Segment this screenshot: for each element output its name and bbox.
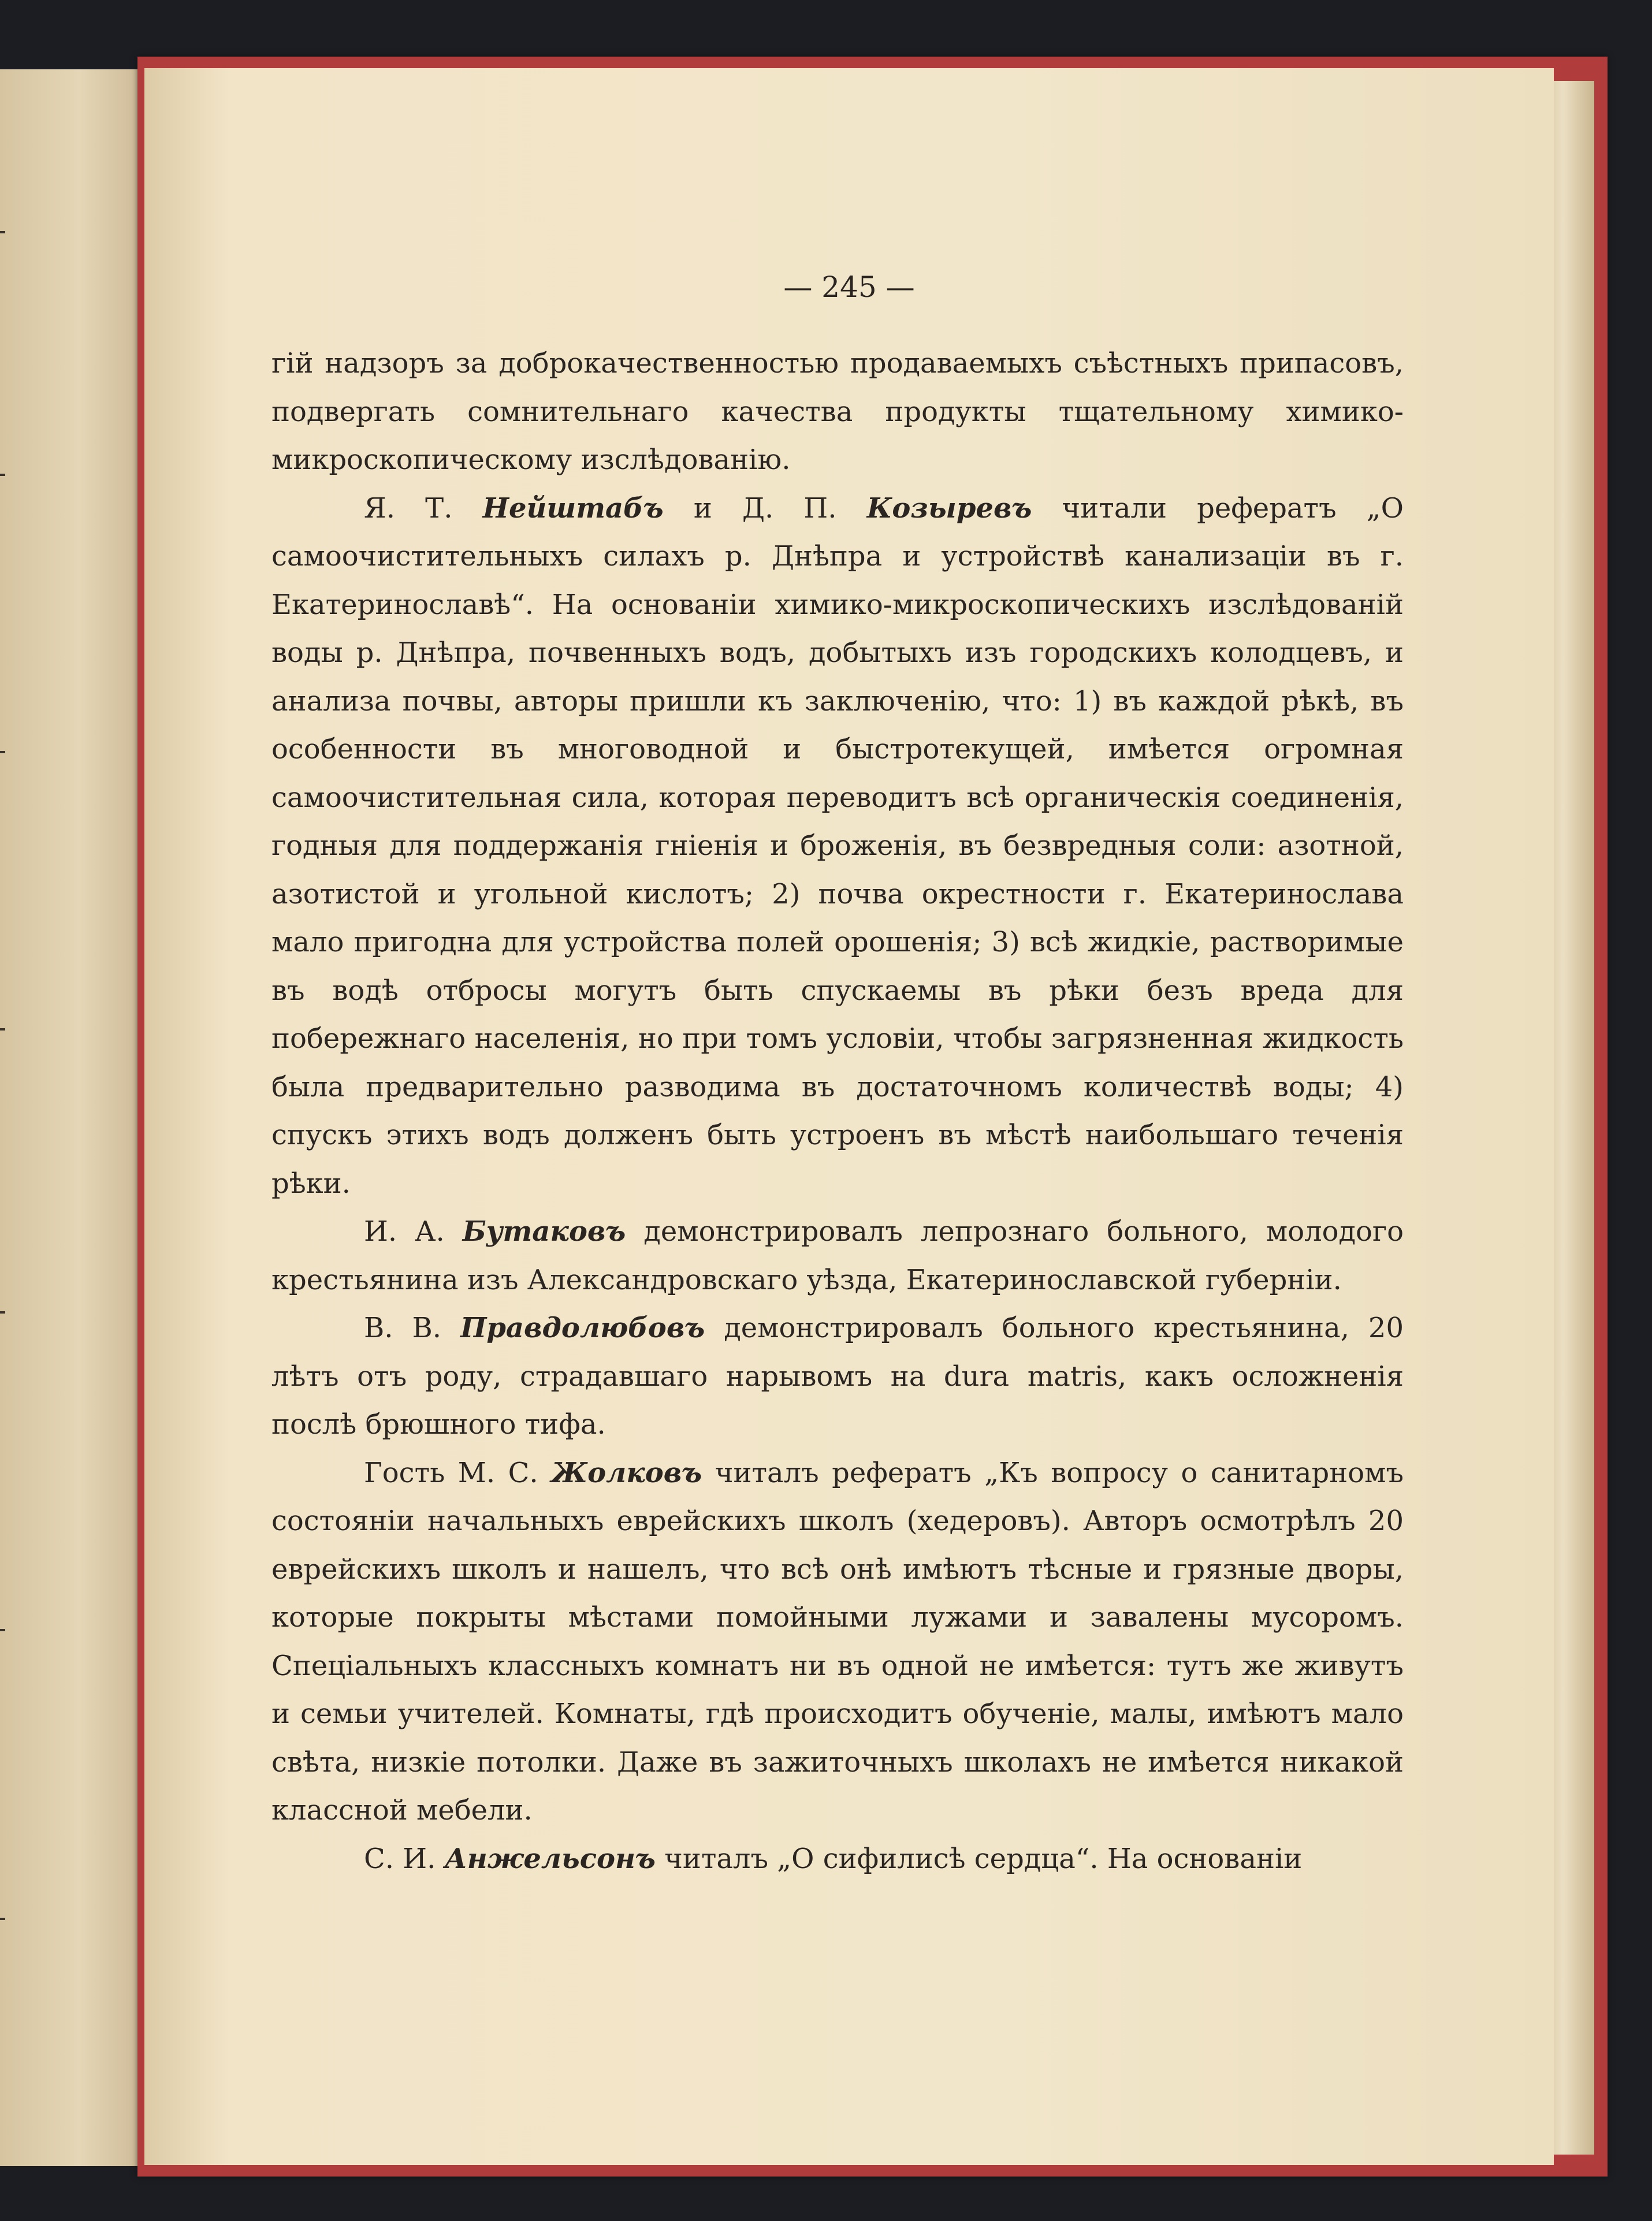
- text-run: и Д. П.: [663, 492, 867, 524]
- person-name: Козыревъ: [866, 492, 1032, 524]
- page-number: — 245 —: [783, 270, 915, 304]
- text-run: гій надзоръ за доброкачественностью продаваемыхъ съѣстныхъ припасовъ, подвергать сомнительнаго качества продукты тщательному химико-микроскопическому изслѣдованію.: [271, 347, 1404, 476]
- text-run: демонстрировалъ лепрознаго больного, молодого крестьянина изъ Александровскаго уѣзда, Екатеринославской губерніи.: [271, 1215, 1404, 1296]
- text-fragment: [0, 751, 5, 753]
- text-fragment: [0, 1311, 5, 1314]
- paragraph: [271, 485, 1404, 1208]
- right-page: [144, 68, 1554, 2165]
- paragraph: [271, 1835, 1404, 1884]
- text-fragment: [0, 231, 5, 233]
- text-fragment: [0, 1918, 5, 1920]
- person-name: Правдолюбовъ: [460, 1312, 705, 1344]
- person-name: Бутаковъ: [462, 1215, 626, 1248]
- text-run: Я. Т.: [364, 492, 483, 524]
- text-run: демонстрировалъ больного крестьянина, 20 лѣтъ отъ роду, страдавшаго нарывомъ на dura matris, какъ осложненія послѣ брюшного тифа.: [271, 1312, 1404, 1441]
- text-fragment: [0, 1028, 5, 1030]
- paragraph: [271, 1304, 1404, 1449]
- paragraph: [271, 1449, 1404, 1835]
- body-text: [271, 340, 1404, 1883]
- person-name: Нейштабъ: [482, 492, 664, 524]
- person-name: Жолковъ: [551, 1456, 702, 1489]
- paragraph: [271, 1208, 1404, 1304]
- text-run: Гость М. С.: [364, 1456, 552, 1489]
- text-run: И. А.: [364, 1215, 463, 1248]
- left-page: [0, 69, 144, 2166]
- text-fragment: [0, 1629, 5, 1631]
- text-fragment: [0, 474, 5, 476]
- text-run: читалъ рефератъ „Къ вопросу о санитарномъ состояніи начальныхъ еврейскихъ школъ (хедеровъ). Авторъ осмотрѣлъ 20 еврейскихъ школъ и нашелъ, что всѣ онѣ имѣютъ тѣсные и грязные дворы, которые покрыты мѣстами помойными лужами и завалены мусоромъ. Спеціальныхъ классныхъ комнатъ ни въ одной не имѣется: тутъ же живутъ и семьи учителей. Комнаты, гдѣ происходитъ обученіе, малы, имѣютъ мало свѣта, низкіе потолки. Даже въ зажиточныхъ школахъ не имѣется никакой классной мебели.: [271, 1456, 1404, 1826]
- text-run: В. В.: [364, 1312, 460, 1344]
- text-run: читалъ „О сифилисѣ сердца“. На основаніи: [655, 1842, 1303, 1875]
- text-run: С. И.: [364, 1842, 445, 1875]
- person-name: Анжельсонъ: [444, 1842, 656, 1875]
- paragraph: [271, 340, 1404, 485]
- text-run: читали рефератъ „О самоочистительныхъ силахъ р. Днѣпра и устройствѣ канализаціи въ г. Екатеринославѣ“. На основаніи химико-микроскопическихъ изслѣдованій воды р. Днѣпра, почвенныхъ водъ, добытыхъ изъ городскихъ колодцевъ, и анализа почвы, авторы пришли къ заключенію, что: 1) въ каждой рѣкѣ, въ особенности въ многоводной и быстротекущей, имѣется огромная самоочистительная сила, которая переводитъ всѣ органическія соединенія, годныя для поддержанія гніенія и броженія, въ безвредныя соли: азотной, азотистой и угольной кислотъ; 2) почва окрестности г. Екатеринослава мало пригодна для устройства полей орошенія; 3) всѣ жидкіе, растворимые въ водѣ отбросы могутъ быть спускаемы въ рѣки безъ вреда для побережнаго населенія, но при томъ условіи, чтобы загрязненная жидкость была предварительно разводима въ достаточномъ количествѣ воды; 4) спускъ этихъ водъ долженъ быть устроенъ въ мѣстѣ наибольшаго теченія рѣки.: [271, 492, 1404, 1200]
